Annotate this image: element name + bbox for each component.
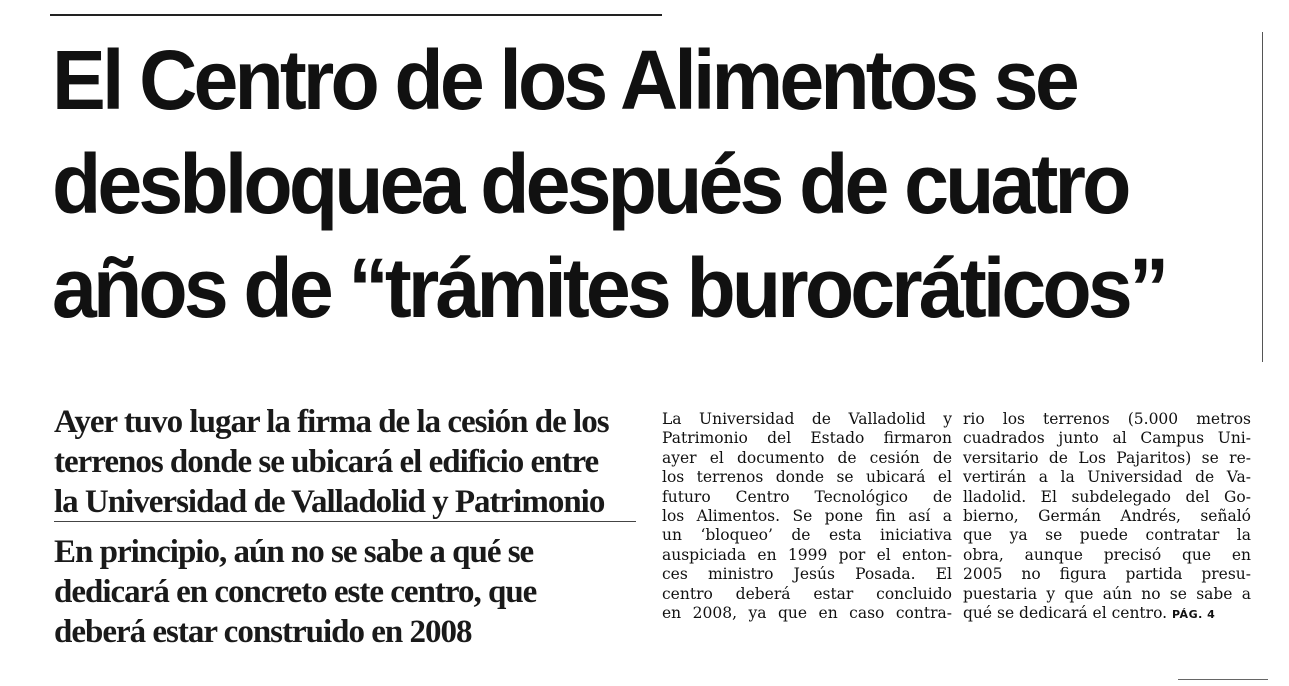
- subhead-line: dedicará en concreto este centro, que: [54, 574, 537, 610]
- subhead-line: deberá estar construido en 2008: [54, 614, 472, 650]
- body-column-2: [963, 410, 1251, 624]
- body-line: Patrimonio del Estado firmaron: [662, 429, 952, 448]
- subhead-line: la Universidad de Valladolid y Patrimonio: [54, 484, 605, 520]
- body-line: ces ministro Jesús Posada. El: [662, 565, 952, 584]
- body-line: los Alimentos. Se pone fin así a: [662, 507, 952, 526]
- body-line-text: qué se dedicará el centro.: [963, 604, 1168, 623]
- body-line-last: [963, 604, 1251, 624]
- body-line: auspiciada en 1999 por el enton-: [662, 545, 952, 564]
- body-line: bierno, Germán Andrés, señaló: [963, 507, 1251, 526]
- body-line: 2005 no figura partida presu-: [963, 565, 1251, 584]
- body-line: que ya se puede contratar la: [963, 526, 1251, 545]
- headline-line: desbloquea después de cuatro: [52, 137, 1128, 231]
- body-line: obra, aunque precisó que en: [963, 545, 1251, 564]
- body-line: futuro Centro Tecnológico de: [662, 487, 952, 506]
- body-line: centro deberá estar concluido: [662, 584, 952, 603]
- headline-line: El Centro de los Alimentos se: [52, 33, 1076, 127]
- body-line: en 2008, ya que en caso contra-: [662, 604, 952, 623]
- body-line: rio los terrenos (5.000 metros: [963, 410, 1251, 428]
- subhead-second: [54, 532, 644, 652]
- body-line: los terrenos donde se ubicará el: [662, 468, 952, 487]
- body-line: un ‘bloqueo’ de esta iniciativa: [662, 526, 952, 545]
- headline: [52, 28, 1209, 340]
- subhead-line: Ayer tuvo lugar la firma de la cesión de los: [54, 404, 609, 440]
- body-line: La Universidad de Valladolid y: [662, 410, 952, 428]
- body-line: ayer el documento de cesión de: [662, 448, 952, 467]
- body-column-1: [662, 410, 952, 623]
- body-line: lladolid. El subdelegado del Go-: [963, 487, 1251, 506]
- body-line: cuadrados junto al Campus Uni-: [963, 429, 1251, 448]
- subhead-divider: [54, 521, 636, 522]
- subhead-first: [54, 402, 644, 522]
- page-reference: PÁG. 4: [1172, 608, 1216, 622]
- body-line: puestaria y que aún no se sabe a: [963, 584, 1251, 603]
- body-line: vertirán a la Universidad de Va-: [963, 468, 1251, 487]
- subhead-line: En principio, aún no se sabe a qué se: [54, 534, 534, 570]
- headline-line: años de “trámites burocráticos”: [52, 241, 1166, 335]
- top-rule: [50, 14, 662, 16]
- bottom-rule: [1178, 679, 1268, 680]
- body-line: versitario de Los Pajaritos) se re-: [963, 448, 1251, 467]
- subhead-line: terrenos donde se ubicará el edificio entre: [54, 444, 599, 480]
- right-column-rule: [1262, 32, 1263, 362]
